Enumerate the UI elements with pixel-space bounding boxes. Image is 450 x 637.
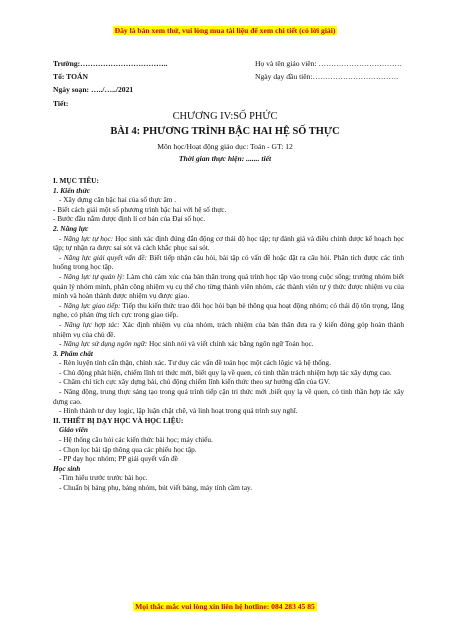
quality-item: - Rèn luyện tính cẩn thận, chính xác. Tư duy các vấn đề toán học một cách lôgic và hệ thống. <box>59 358 331 368</box>
competency-item: - Năng lực hợp tác: Xác định nhiệm vụ của nhóm, trách nhiệm của bản thân đưa ra ý kiến đóng góp hoàn thành nhiệm vụ của chủ đề. <box>53 319 404 339</box>
preview-banner: Đây là bản xem thử, vui lòng mua tài liệu để xem chi tiết (có lời giải) <box>114 26 336 35</box>
student-heading: Học sinh <box>53 463 81 473</box>
section-objectives: I. MỤC TIÊU: <box>53 176 99 185</box>
competency-item: - Năng lực giải quyết vấn đề: Biết tiếp nhận câu hỏi, bài tập có vấn đề hoặc đặt ra câu hỏi. Phân tích được các tình huống trong học tập. <box>53 252 404 272</box>
knowledge-item: - Biết cách giải một số phương trình bậc hai với hệ số thực. <box>53 204 227 214</box>
chapter-title: CHƯƠNG IV:SỐ PHỨC <box>172 111 278 122</box>
hotline-banner: Mọi thắc mắc vui lòng xin liên hệ hotline: 084 283 45 85 <box>135 602 315 611</box>
time-line: Thời gian thực hiện: ....... tiết <box>178 154 272 163</box>
knowledge-heading: 1. Kiến thức <box>53 185 91 195</box>
lesson-body <box>53 176 404 493</box>
competency-heading: 2. Năng lực <box>53 223 89 233</box>
student-item: - Chuẩn bị bảng phụ, bảng nhóm, bút viết bảng, máy tính cầm tay. <box>59 483 253 492</box>
prep-date: Ngày soạn: …../…../2021 <box>53 85 134 94</box>
teacher-item: - PP dạy học nhóm; PP giải quyết vấn đề <box>59 454 178 464</box>
section-equipment: II. THIẾT BỊ DẠY HỌC VÀ HỌC LIỆU: <box>53 415 184 425</box>
competency-item: - Năng lực tự quản lý: Làm chủ cảm xúc của bản thân trong quá trình học tập vào trong cuộc sống; trưởng nhóm biết quản lý nhóm mình, phân công nhiệm vụ cụ thể cho từng thành viên nhóm, các thành viên tự ý thức được nhiệm vụ của mình và hoàn thành được nhiệm vụ được giao. <box>53 271 405 301</box>
teacher-name-field: Họ và tên giáo viên: …………………………… <box>255 59 403 68</box>
teacher-heading: Giáo viên <box>59 425 88 435</box>
teacher-item: - Chọn lọc bài tập thông qua các phiếu học tập. <box>59 444 197 454</box>
lesson-title: BÀI 4: PHƯƠNG TRÌNH BẬC HAI HỆ SỐ THỰC <box>110 126 340 137</box>
teach-date-field: Ngày dạy đầu tiên:……………………………. <box>255 72 398 81</box>
competency-item: - Năng lực giao tiếp: Tiếp thu kiến thức trao đổi học hỏi bạn bè thông qua hoạt động nhóm; có thái độ tôn trọng, lắng nghe, có phản ứng tích cực trong giao tiếp. <box>53 300 404 320</box>
quality-item: - Năng động, trung thực sáng tạo trong quá trình tiếp cận tri thức mới ,biết quy lạ về quen, có tinh thần hợp tác xây dựng cao. <box>53 387 404 406</box>
teacher-item: - Hệ thống câu hỏi các kiến thức bài học; máy chiếu. <box>59 435 213 445</box>
department: Tổ: TOÁN <box>53 72 88 81</box>
competency-item: - Năng lực sử dụng ngôn ngữ: Học sinh nói và viết chính xác bằng ngôn ngữ Toán học. <box>59 339 314 349</box>
quality-heading: 3. Phẩm chất <box>53 348 93 358</box>
competency-item: - Năng lực tự học: Học sinh xác định đúng đắn động cơ thái độ học tập; tự đánh giá và điều chỉnh được kế hoạch học tập; tự nhận ra được sai sót và cách khắc phục sai sót. <box>53 233 404 253</box>
quality-item: - Hình thành tư duy logic, lập luận chặt chẽ, và linh hoạt trong quá trình suy nghĩ. <box>59 406 298 416</box>
quality-item: - Chăm chỉ tích cực xây dựng bài, chủ động chiếm lĩnh kiến thức theo sự hướng dẫn của GV. <box>59 377 330 387</box>
lesson-period: Tiết: <box>53 99 69 108</box>
subject-line: Môn học/Hoạt động giáo dục: Toán - GT: 12 <box>157 142 293 151</box>
student-item: -Tìm hiểu trước trước bài học. <box>59 473 148 483</box>
quality-item: - Chủ động phát hiện, chiếm lĩnh tri thức mới, biết quy lạ về quen, có tinh thần trách nhiệm hợp tác xây dựng cao. <box>59 367 392 377</box>
knowledge-item: - Bước đầu nắm được định lí cơ bản của Đại số học. <box>53 214 206 224</box>
school-field: Trường:…………………………….. <box>53 59 168 68</box>
knowledge-item: - Xây dựng căn bậc hai của số thực âm . <box>59 195 177 205</box>
